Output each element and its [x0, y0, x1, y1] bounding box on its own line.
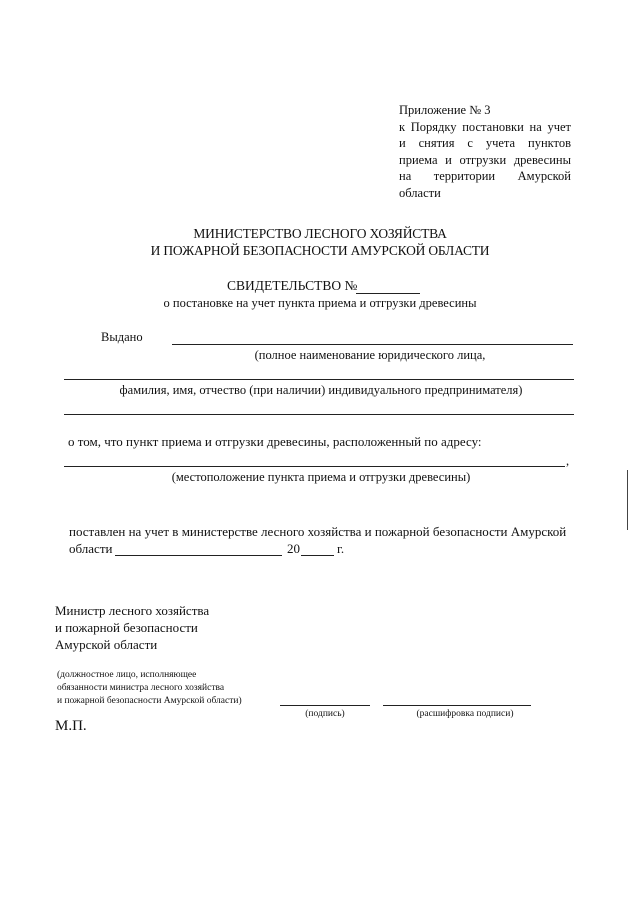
- issued-to-field-2[interactable]: [64, 379, 574, 380]
- annex-line: приема и отгрузки древесины: [399, 152, 571, 167]
- signature-decode-hint: (расшифровка подписи): [416, 709, 514, 719]
- registration-year-field[interactable]: [301, 555, 334, 556]
- registered-region: области: [69, 541, 113, 556]
- minister-title-line3: Амурской области: [55, 637, 158, 652]
- signature-hint: (подпись): [305, 709, 345, 719]
- location-comma: ,: [566, 454, 570, 468]
- signature-field[interactable]: [280, 705, 370, 706]
- certificate-number-field[interactable]: [356, 293, 420, 294]
- scan-edge-mark: [627, 470, 628, 530]
- acting-official-line1: (должностное лицо, исполняющее: [57, 670, 197, 680]
- year-prefix: 20: [287, 541, 300, 556]
- acting-official-line3: и пожарной безопасности Амурской области): [57, 696, 242, 706]
- stamp-place: М.П.: [55, 718, 87, 734]
- hint-legal-entity: (полное наименование юридического лица,: [254, 348, 486, 362]
- registration-date-field[interactable]: [115, 555, 282, 556]
- annex-title: Приложение № 3: [399, 103, 491, 117]
- location-field[interactable]: [64, 466, 565, 467]
- annex-line: на территории Амурской: [399, 169, 571, 183]
- minister-title-line1: Министр лесного хозяйства: [55, 603, 210, 618]
- annex-line: области: [399, 185, 441, 200]
- minister-title-line2: и пожарной безопасности: [55, 620, 198, 635]
- issued-to-field[interactable]: [172, 344, 573, 345]
- hint-location: (местоположение пункта приема и отгрузки древесины): [171, 470, 471, 484]
- annex-line: и снятия с учета пунктов: [399, 136, 571, 150]
- annex-block: [399, 102, 571, 201]
- certificate-subtitle: о постановке на учет пункта приема и отгрузки древесины: [163, 296, 477, 310]
- ministry-name-line2: И ПОЖАРНОЙ БЕЗОПАСНОСТИ АМУРСКОЙ ОБЛАСТИ: [150, 243, 490, 258]
- certificate-title: СВИДЕТЕЛЬСТВО №: [227, 278, 358, 293]
- registered-text: поставлен на учет в министерстве лесного хозяйства и пожарной безопасности Амурской: [69, 524, 567, 539]
- signature-decode-field[interactable]: [383, 705, 531, 706]
- issued-label: Выдано: [101, 330, 143, 344]
- year-suffix: г.: [337, 541, 345, 556]
- ministry-name-line1: МИНИСТЕРСТВО ЛЕСНОГО ХОЗЯЙСТВА: [193, 226, 447, 241]
- issued-to-field-3[interactable]: [64, 414, 574, 415]
- about-point-text: о том, что пункт приема и отгрузки древесины, расположенный по адресу:: [68, 434, 482, 449]
- acting-official-line2: обязанности министра лесного хозяйства: [57, 683, 225, 693]
- annex-line: к Порядку постановки на учет: [399, 119, 571, 134]
- hint-entrepreneur: фамилия, имя, отчество (при наличии) индивидуального предпринимателя): [119, 383, 523, 397]
